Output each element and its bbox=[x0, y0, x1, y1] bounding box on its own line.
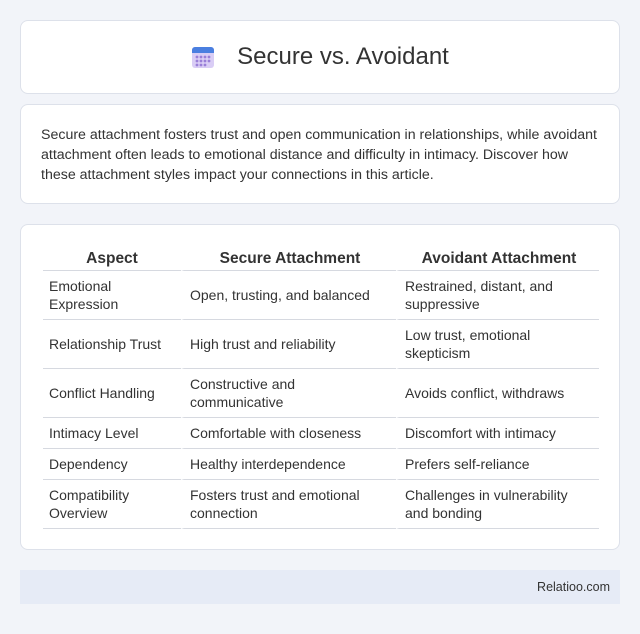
page-title: Secure vs. Avoidant bbox=[237, 43, 449, 70]
cell-secure: Healthy interdependence bbox=[181, 449, 396, 480]
cell-aspect: Relationship Trust bbox=[43, 320, 181, 369]
header-avoidant: Avoidant Attachment bbox=[396, 245, 599, 271]
footer-site-link[interactable]: Relatioo.com bbox=[537, 580, 610, 594]
cell-avoidant: Restrained, distant, and suppressive bbox=[396, 271, 599, 320]
cell-secure: Open, trusting, and balanced bbox=[181, 271, 396, 320]
header-secure: Secure Attachment bbox=[181, 245, 396, 271]
table-row bbox=[43, 449, 599, 480]
cell-aspect: Conflict Handling bbox=[43, 369, 181, 418]
cell-aspect: Intimacy Level bbox=[43, 418, 181, 449]
table-header-row bbox=[43, 245, 599, 271]
cell-avoidant: Avoids conflict, withdraws bbox=[396, 369, 599, 418]
cell-avoidant: Challenges in vulnerability and bonding bbox=[396, 480, 599, 529]
title-card bbox=[20, 20, 620, 94]
table-row bbox=[43, 418, 599, 449]
cell-secure: High trust and reliability bbox=[181, 320, 396, 369]
intro-text: Secure attachment fosters trust and open communication in relationships, while avoidant attachment often leads to emotional distance and difficulty in intimacy. Discover how these attachment styles impact your connections in this article. bbox=[41, 127, 597, 183]
comparison-table bbox=[43, 245, 599, 529]
table-row bbox=[43, 480, 599, 529]
cell-avoidant: Low trust, emotional skepticism bbox=[396, 320, 599, 369]
table-row bbox=[43, 369, 599, 418]
header-aspect: Aspect bbox=[43, 245, 181, 271]
cell-avoidant: Discomfort with intimacy bbox=[396, 418, 599, 449]
intro-card bbox=[20, 104, 620, 204]
comparison-card bbox=[20, 224, 620, 550]
calendar-icon bbox=[191, 45, 215, 69]
cell-secure: Fosters trust and emotional connection bbox=[181, 480, 396, 529]
cell-avoidant: Prefers self-reliance bbox=[396, 449, 599, 480]
table-row bbox=[43, 271, 599, 320]
cell-aspect: Dependency bbox=[43, 449, 181, 480]
cell-aspect: Compatibility Overview bbox=[43, 480, 181, 529]
cell-aspect: Emotional Expression bbox=[43, 271, 181, 320]
cell-secure: Comfortable with closeness bbox=[181, 418, 396, 449]
table-row bbox=[43, 320, 599, 369]
cell-secure: Constructive and communicative bbox=[181, 369, 396, 418]
footer bbox=[20, 570, 620, 604]
